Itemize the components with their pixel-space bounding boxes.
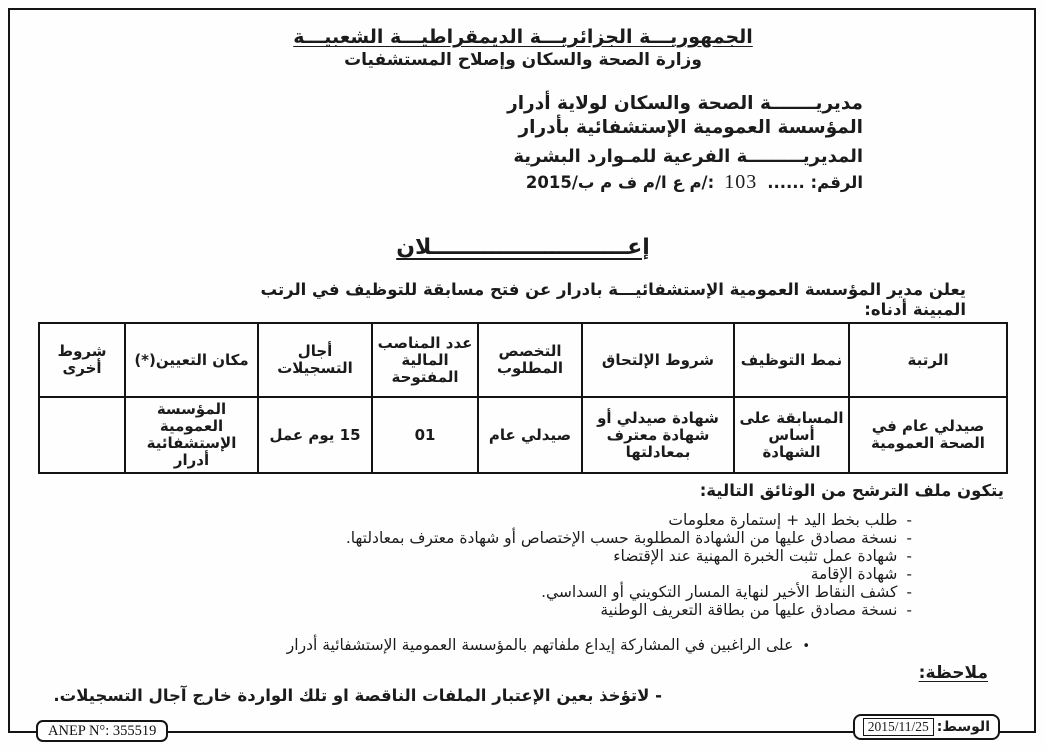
table-row: [39, 397, 1007, 473]
hospital-institution-line: المؤسسة العمومية الإستشفائية بأدرار: [518, 117, 863, 138]
list-item: [122, 512, 912, 530]
list-item: [122, 602, 912, 620]
dash-bullet: -: [906, 547, 912, 565]
dash-bullet: -: [906, 583, 912, 601]
newspaper-name: الوسط:: [936, 719, 990, 735]
reference-number: 103: [724, 171, 758, 193]
dash-bullet: -: [906, 529, 912, 547]
col-header-recruitment-mode: نمط التوظيف: [734, 323, 849, 397]
cell-joining-conditions: شهادة صيدلي أو شهادة معترف بمعادلتها: [582, 397, 734, 473]
round-bullet: •: [802, 639, 810, 654]
cell-recruitment-mode: المسابقة على أساس الشهادة: [734, 397, 849, 473]
col-header-required-specialty: التخصص المطلوب: [478, 323, 582, 397]
list-item: [122, 566, 912, 584]
hr-subdirectorate-line: المديريـــــــــة الفرعية للمـوارد البشرية: [513, 146, 863, 167]
col-header-rank: الرتبة: [849, 323, 1007, 397]
submission-text: على الراغبين في المشاركة إيداع ملفاتهم بالمؤسسة العمومية الإستشفائية أدرار: [286, 636, 794, 654]
cell-assignment-place: المؤسسة العمومية الإستشفائية أدرار: [125, 397, 258, 473]
newspaper-date-stamp: [853, 714, 1000, 740]
note-text: - لاتؤخذ بعين الإعتبار الملفات الناقصة او تلك الواردة خارج آجال التسجيلات.: [53, 686, 662, 705]
required-documents-list: [122, 512, 912, 620]
documents-list-heading: يتكون ملف الترشح من الوثائق التالية:: [699, 481, 1004, 500]
intro-line-1: يعلن مدير المؤسسة العمومية الإستشفائيـــة بادرار عن فتح مسابقة للتوظيف في الرتب: [260, 280, 966, 299]
cell-other-conditions: [39, 397, 125, 473]
document-item-text: شهادة عمل تثبت الخبرة المهنية عند الإقتضاء: [613, 547, 898, 565]
document-item-text: شهادة الإقامة: [810, 565, 898, 583]
reference-label: الرقم: ......: [767, 173, 863, 192]
ministry-title: وزارة الصحة والسكان وإصلاح المستشفيات: [344, 50, 702, 70]
publication-date: 2015/11/25: [863, 718, 934, 736]
document-item-text: نسخة مصادق عليها من بطاقة التعريف الوطنية: [600, 601, 898, 619]
document-item-text: نسخة مصادق عليها من الشهادة المطلوبة حسب الإختصاص أو شهادة معترف بمعادلتها.: [345, 529, 898, 547]
vacancy-table: [38, 322, 1008, 474]
document-item-text: كشف النقاط الأخير لنهاية المسار التكويني أو السداسي.: [541, 583, 898, 601]
government-header: [0, 26, 1046, 70]
dash-bullet: -: [906, 565, 912, 583]
directorate-block: [507, 92, 863, 195]
cell-registration-deadline: 15 يوم عمل: [258, 397, 372, 473]
list-item: [122, 548, 912, 566]
list-item: [122, 530, 912, 548]
cell-open-positions: 01: [372, 397, 478, 473]
col-header-other-conditions: شروط أخرى: [39, 323, 125, 397]
col-header-registration-deadline: أجال التسجيلات: [258, 323, 372, 397]
col-header-open-positions: عدد المناصب المالية المفتوحة: [372, 323, 478, 397]
anep-reference-stamp: ANEP N°: 355519: [36, 720, 168, 742]
cell-required-specialty: صيدلي عام: [478, 397, 582, 473]
cell-rank: صيدلي عام في الصحة العمومية: [849, 397, 1007, 473]
col-header-joining-conditions: شروط الإلتحاق: [582, 323, 734, 397]
health-directorate-line: مديريـــــــة الصحة والسكان لولاية أدرار: [507, 93, 863, 114]
list-item: [122, 584, 912, 602]
dash-bullet: -: [906, 601, 912, 619]
dash-bullet: -: [906, 511, 912, 529]
document-item-text: طلب بخط اليد + إستمارة معلومات: [668, 511, 898, 529]
republic-title: الجمهوريـــة الجزائريـــة الديمقراطيـــة الشعبيـــة: [293, 26, 753, 48]
reference-code: :/م ع ا/م ف م ب/2015: [525, 173, 715, 192]
intro-line-2: المبينة أدناه:: [864, 300, 966, 319]
announcement-title: إعــــــــــــــــــــــــــلان: [396, 235, 650, 260]
submission-instruction: [287, 636, 810, 656]
reference-number-line: [507, 170, 863, 195]
vacancy-table-header: [39, 323, 1007, 397]
col-header-assignment-place: مكان التعيين(*): [125, 323, 258, 397]
note-heading: ملاحظة:: [918, 663, 988, 683]
table-header-row: [39, 323, 1007, 397]
announcement-intro: [76, 280, 966, 320]
